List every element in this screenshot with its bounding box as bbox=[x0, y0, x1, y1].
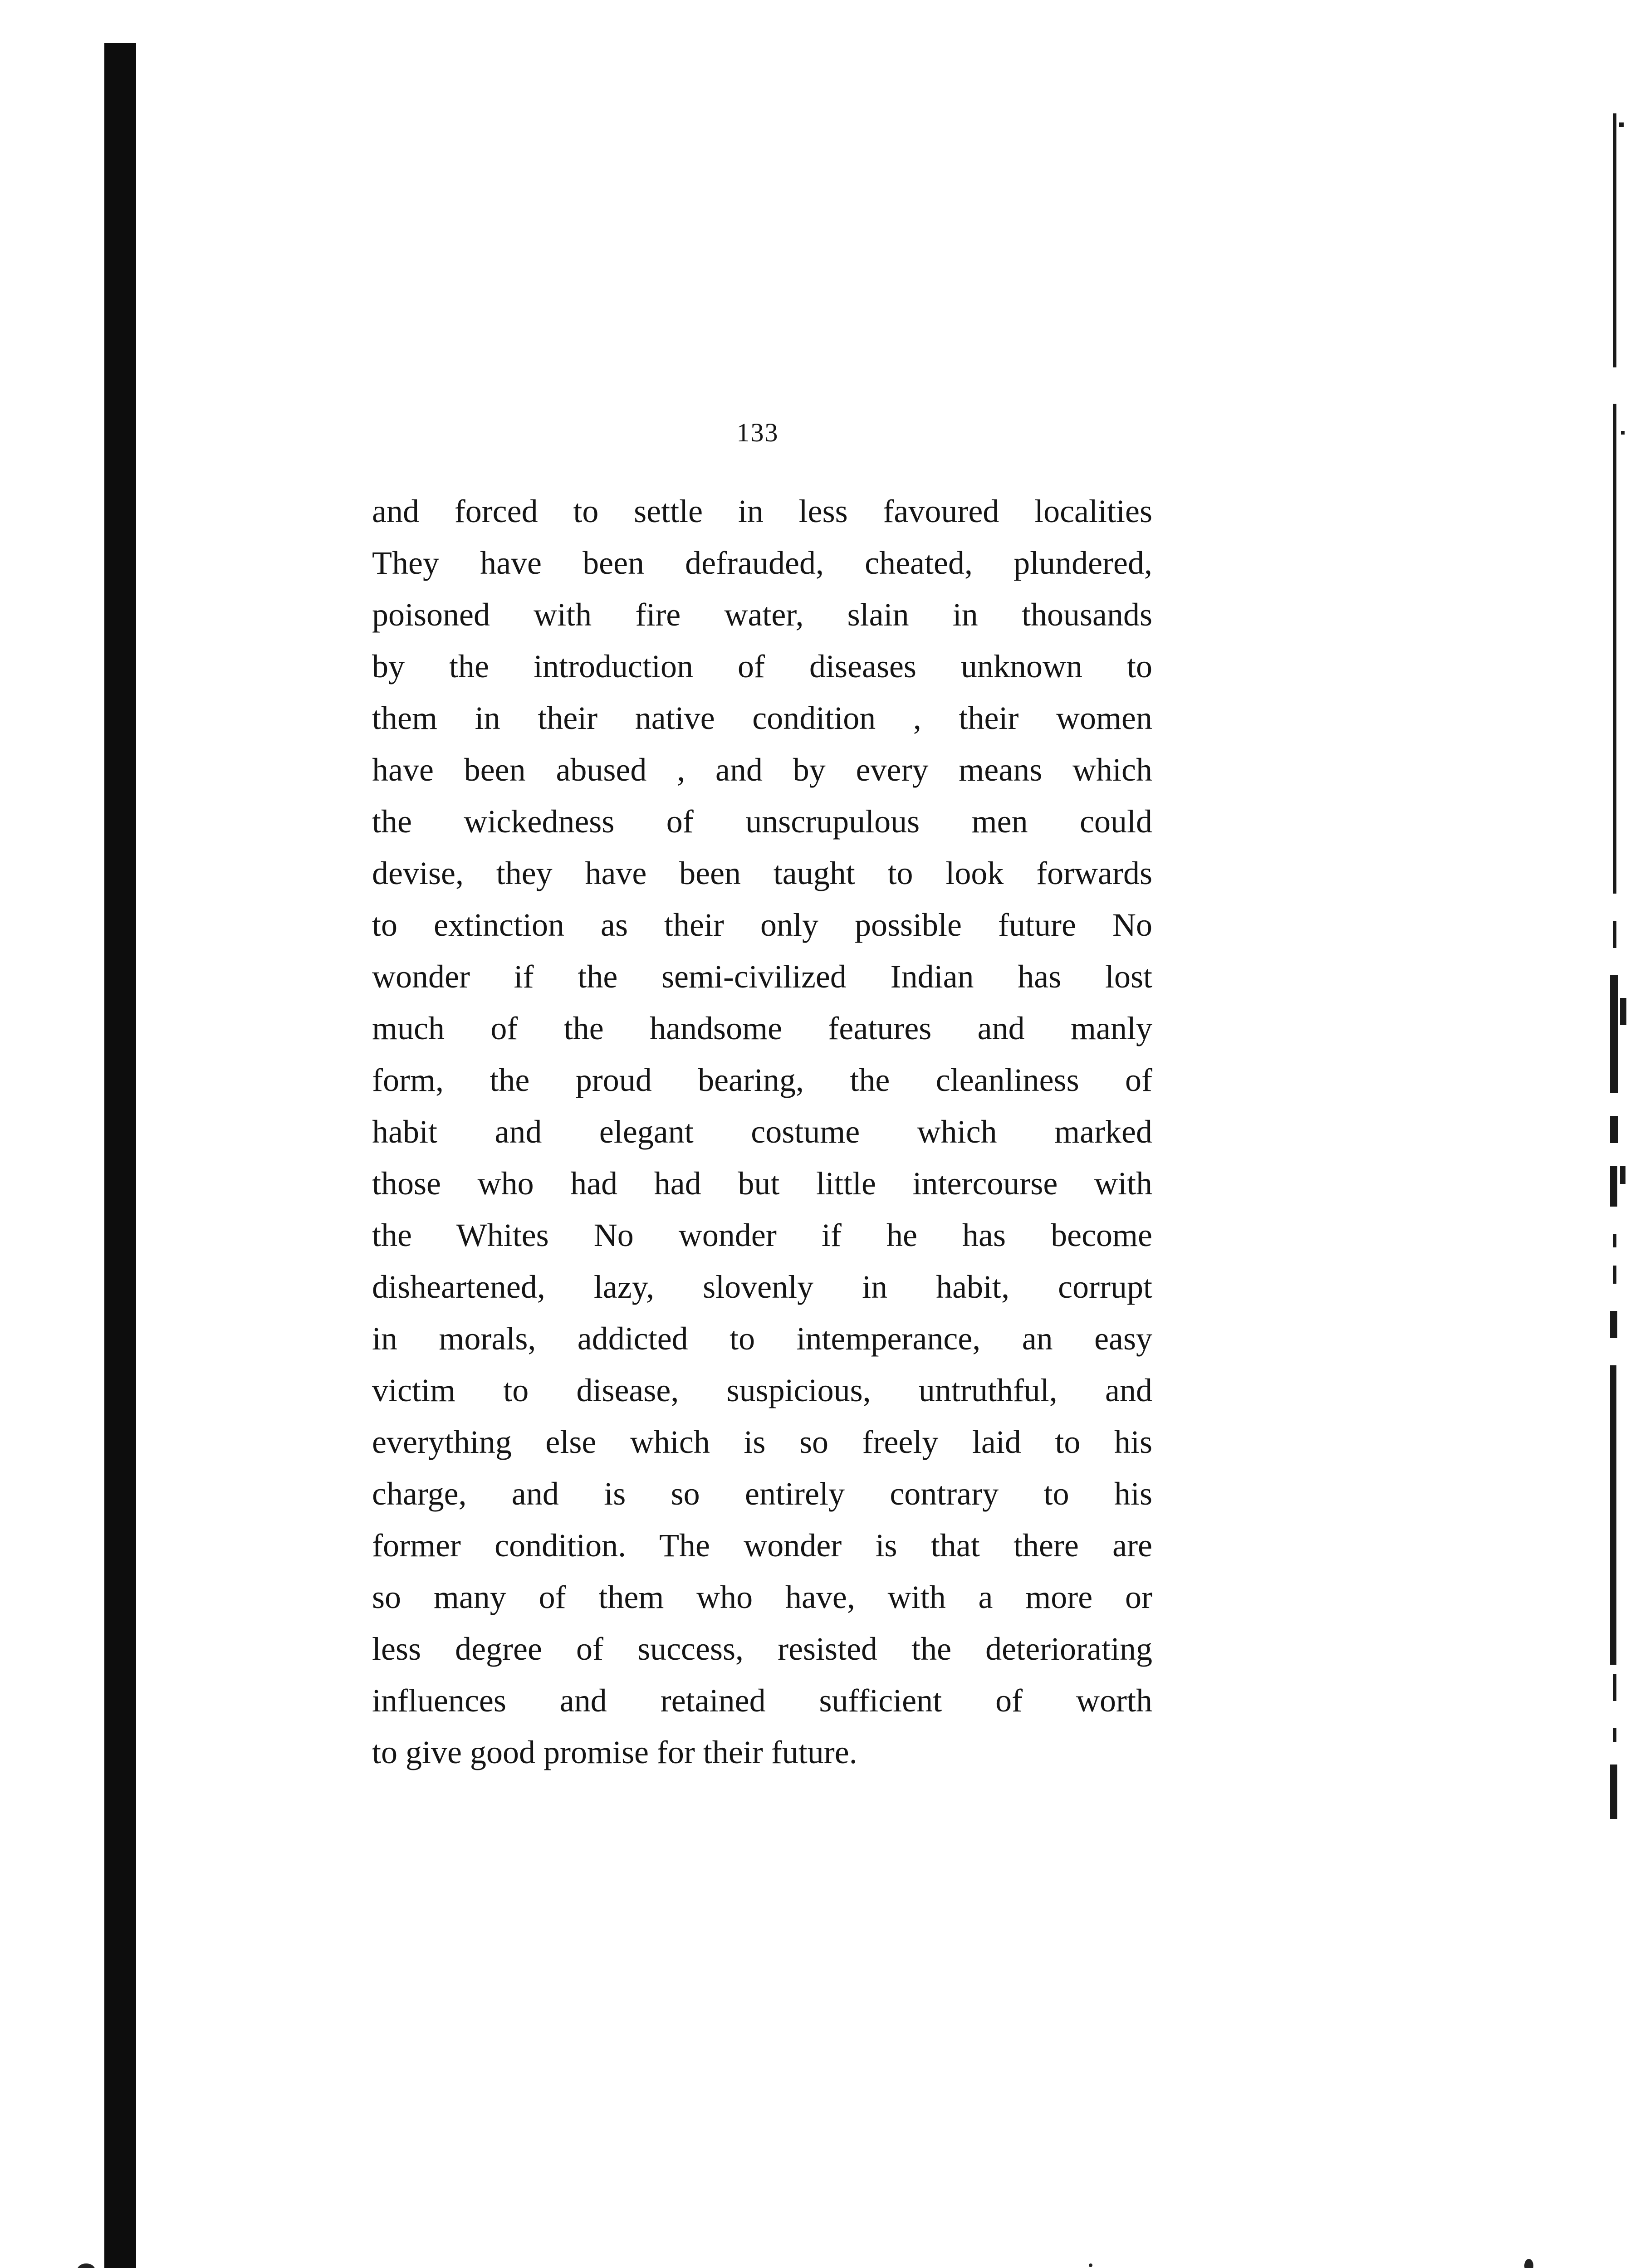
text-line: habit and elegant costume which marked bbox=[372, 1114, 1152, 1150]
text-line: less degree of success, resisted the deteriorating bbox=[372, 1631, 1152, 1667]
text-line: so many of them who have, with a more or bbox=[372, 1579, 1152, 1615]
text-line: to extinction as their only possible future No bbox=[372, 907, 1152, 943]
text-line: them in their native condition , their women bbox=[372, 700, 1152, 736]
text-line: poisoned with fire water, slain in thousands bbox=[372, 596, 1152, 633]
text-line: charge, and is so entirely contrary to his bbox=[372, 1476, 1152, 1512]
text-line: the Whites No wonder if he has become bbox=[372, 1217, 1152, 1253]
text-line: everything else which is so freely laid to his bbox=[372, 1424, 1152, 1460]
scan-speckles bbox=[45, 2250, 1588, 2268]
text-line: by the introduction of diseases unknown to bbox=[372, 648, 1152, 684]
text-line: victim to disease, suspicious, untruthful, and bbox=[372, 1372, 1152, 1408]
text-line: influences and retained sufficient of worth bbox=[372, 1682, 1152, 1719]
text-line: in morals, addicted to intemperance, an easy bbox=[372, 1320, 1152, 1357]
text-line: form, the proud bearing, the cleanliness of bbox=[372, 1062, 1152, 1098]
binding-shadow bbox=[104, 43, 136, 2268]
text-line: and forced to settle in less favoured localities bbox=[372, 493, 1152, 529]
text-line: devise, they have been taught to look forwards bbox=[372, 855, 1152, 891]
page-edge-artifacts bbox=[1608, 113, 1640, 1792]
text-line: to give good promise for their future. bbox=[372, 1734, 857, 1770]
text-line: have been abused , and by every means which bbox=[372, 752, 1152, 788]
text-line: disheartened, lazy, slovenly in habit, corrupt bbox=[372, 1269, 1152, 1305]
page-number: 133 bbox=[736, 418, 779, 447]
text-line: They have been defrauded, cheated, plundered, bbox=[372, 545, 1152, 581]
text-line: wonder if the semi-civilized Indian has lost bbox=[372, 958, 1152, 995]
text-line: the wickedness of unscrupulous men could bbox=[372, 803, 1152, 840]
text-line: much of the handsome features and manly bbox=[372, 1010, 1152, 1046]
text-line: those who had had but little intercourse with bbox=[372, 1165, 1152, 1202]
body-text bbox=[372, 485, 1152, 1778]
text-line: former condition. The wonder is that there are bbox=[372, 1527, 1152, 1564]
